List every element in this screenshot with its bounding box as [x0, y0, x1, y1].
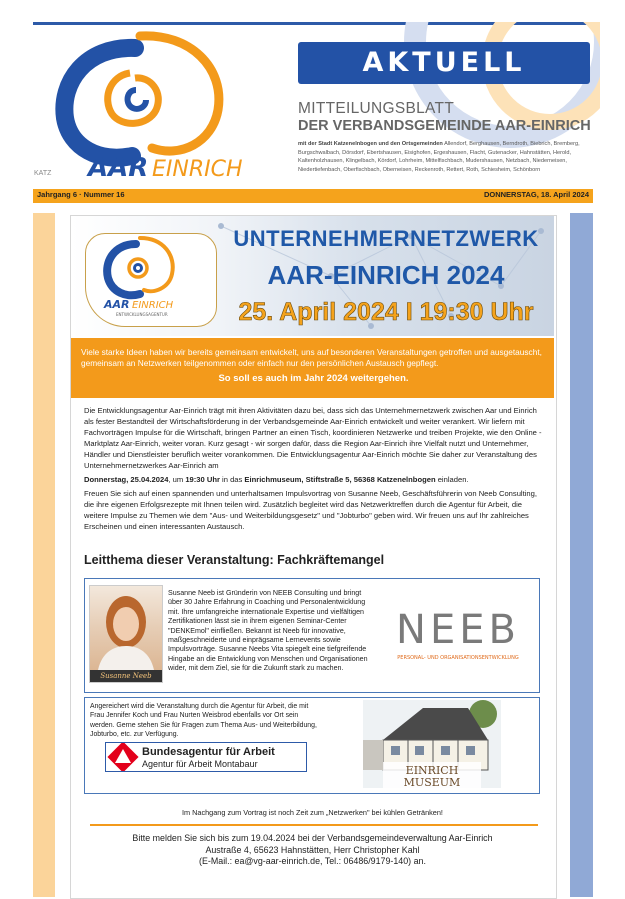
registration-line-1: Bitte melden Sie sich bis zum 19.04.2024 bei der Verbandsgemeindeverwaltung Aar-Einrich: [132, 833, 493, 843]
right-side-bar: [570, 213, 593, 897]
text-fragment: , um: [168, 475, 186, 484]
networking-note: Im Nachgang zum Vortrag ist noch Zeit zum „Netzwerken" bei kühlen Getränken!: [182, 808, 443, 817]
article-paragraph-2: [84, 474, 546, 485]
article-paragraph-3: Freuen Sie sich auf einen spannenden und unterhaltsamen Impulsvortrag von Susanne Neeb, Geschäftsführerin von Neeb Consulting, die ihre eigenen Erfolgsrezepte mit Ihnen teilen wird. Zusätzlich begleitet wird das Netzwerktreffen durch die Agentur für Arbeit, die weitere Impulse zu Themen wie dem "Aus- und Weiterbildungsgesetz" und "Jobturbo" geben wird. Wir freuen uns auf Ihr zahlreiches Erscheinen und einen interessanten Austausch.: [84, 489, 537, 531]
svg-text:AAR: AAR: [88, 153, 149, 183]
footer-rule: [90, 824, 538, 826]
intro-text: Viele starke Ideen haben wir bereits gemeinsam entwickelt, uns auf besonderen Veranstaltungen getroffen und ausgetauscht, gemeinsam an Netzwerken teilgenommen oder einfach nur den persönlichen Austausch gepflegt.: [81, 347, 542, 368]
svg-text:Agentur für Arbeit Montabaur: Agentur für Arbeit Montabaur: [142, 759, 258, 769]
registration-info: [71, 833, 554, 868]
speaker-photo: [89, 585, 163, 683]
speaker-portrait: [90, 586, 162, 670]
municipalities-names: Allendorf, Berghausen, Berndroth, Biebrich, Bremberg, Burgschwalbach, Dörsdorf, Ebertshausen, Eisighofen, Ergeshausen, Flacht, Gutenacker, Hahnstätten, Herold, Kaltenholzhausen, Klingelbach, Kördorf, Lohrheim, Mittelfischbach, Mudershausen, Netzbach, Niederneisen, Niedertiefenbach, Oberfischbach, Oberneisen, Reckenroth, Rettert, Roth, Schiesheim, Schönborn: [298, 141, 580, 173]
left-side-bar: [33, 213, 55, 897]
aktuell-label: AKTUELL: [362, 47, 526, 78]
svg-text:EINRICH: EINRICH: [132, 300, 174, 311]
masthead-subtitle: DER VERBANDSGEMEINDE AAR-EINRICH: [298, 118, 591, 134]
banner-logo-badge: [85, 233, 217, 327]
speaker-photo-caption: Susanne Neeb: [90, 670, 162, 682]
svg-text:PERSONAL- UND ORGANISATIONSENT: PERSONAL- UND ORGANISATIONSENTWICKLUNG: [397, 655, 519, 661]
banner-datetime: 25. April 2024 I 19:30 Uhr: [238, 298, 534, 326]
katz-label: KATZ: [34, 170, 52, 177]
svg-text:EINRICH: EINRICH: [152, 157, 243, 182]
svg-text:EINRICH: EINRICH: [405, 764, 459, 777]
text-fragment: einladen.: [435, 475, 469, 484]
bundesagentur-logo-graphic: [106, 743, 306, 771]
event-date: Donnerstag, 25.04.2024: [84, 475, 169, 484]
article-body: [84, 405, 546, 535]
municipalities-intro: mit der Stadt Katzenelnbogen und den Ortsgemeinden: [298, 141, 443, 147]
registration-line-3: (E-Mail.: ea@vg-aar-einrich.de, Tel.: 06486/9179-140) an.: [199, 856, 426, 866]
issue-date: DONNERSTAG, 18. April 2024: [483, 190, 589, 199]
bundesagentur-logo: [105, 742, 307, 772]
issue-number: Jahrgang 6 · Nummer 16: [37, 190, 125, 199]
topic-heading: Leitthema dieser Veranstaltung: Fachkräftemangel: [84, 553, 385, 567]
neeb-logo: [388, 605, 528, 665]
registration-line-2: Austraße 4, 65623 Hahnstätten, Herr Christopher Kahl: [205, 844, 420, 855]
aktuell-banner: [298, 42, 590, 84]
entwicklungsagentur-logo: [86, 234, 216, 326]
svg-text:AAR: AAR: [104, 298, 130, 311]
intro-highlight: So soll es auch im Jahr 2024 weitergehen.: [218, 373, 409, 384]
svg-text:Bundesagentur für Arbeit: Bundesagentur für Arbeit: [142, 746, 275, 758]
event-location: Einrichmuseum, Stiftstraße 5, 56368 Katzenelnbogen: [244, 475, 436, 484]
agentur-text: Angereichert wird die Veranstaltung durch die Agentur für Arbeit, die mit Frau Jennifer Koch und Frau Nurten Weisbrod ebenfalls vor Ort sein werden. Gerne stehen Sie für Fragen zum Thema Aus- und Weiterbildung, Jobturbo, etc. zur Verfügung.: [90, 703, 317, 739]
einrichmuseum-image: [363, 700, 501, 788]
masthead-title: MITTEILUNGSBLATT: [298, 100, 455, 117]
text-fragment: in das: [219, 475, 245, 484]
svg-text:MUSEUM: MUSEUM: [403, 776, 461, 788]
aar-einrich-logo: [40, 28, 280, 188]
svg-text:ENTWICKLUNGSAGENTUR: ENTWICKLUNGSAGENTUR: [116, 312, 168, 317]
speaker-bio: Susanne Neeb ist Gründerin von NEEB Consulting und bringt über 30 Jahre Erfahrung in Coaching und Personalentwicklung mit. Ihre umfangreiche internationale Expertise und vielfältigen Zertifikationen lässt sie in ihrem eigenen Seminar-Center "DENKEmol" einfließen. Bekannt ist Neeb für innovative, maßgeschneiderte und einprägsame Lernevents sowie Impulsvorträge. Susanne Neebs Vita spiegelt eine tiefgreifende Hingabe an die Entwicklung von Menschen und Organisationen wider, mit dem Ziel, sie für die Zukunft stark zu machen.: [168, 589, 368, 673]
banner-subtitle: AAR-EINRICH 2024: [267, 260, 505, 290]
article-paragraph-1: Die Entwicklungsagentur Aar-Einrich trägt mit ihren Aktivitäten dazu bei, dass sich das Unternehmernetzwerk zwischen Aar und Einrich als fester Bestandteil der Wirtschaftsförderung in der Verbandsgemeinde Aar-Einrich entwickelt und weiter verankert. Wir liefern mit Fachvorträgen Impulse für die Wirtschaft, bringen Partner an einen Tisch, koordinieren Netzwerke und treiben Projekte, wie den Online -Marktplatz Aar-Einrich, weiter voran. Kurz gesagt - wir sorgen dafür, dass die Region Aar-Einrich ihre Vielfalt nutzt und Unternehmer, Händler und Dienstleister beruflich weiter vorankommen. Die Entwicklungsagentur Aar-Einrich möchte Sie daher zur Veranstaltung des Unternehmernetzwerkes Aar-Einrich am: [84, 406, 542, 470]
svg-text:NEEB: NEEB: [396, 607, 520, 653]
banner-title: UNTERNEHMERNETZWERK: [233, 226, 539, 251]
event-time: 19:30 Uhr: [185, 475, 220, 484]
municipalities-list: [298, 140, 590, 174]
issue-bar: [33, 189, 593, 203]
